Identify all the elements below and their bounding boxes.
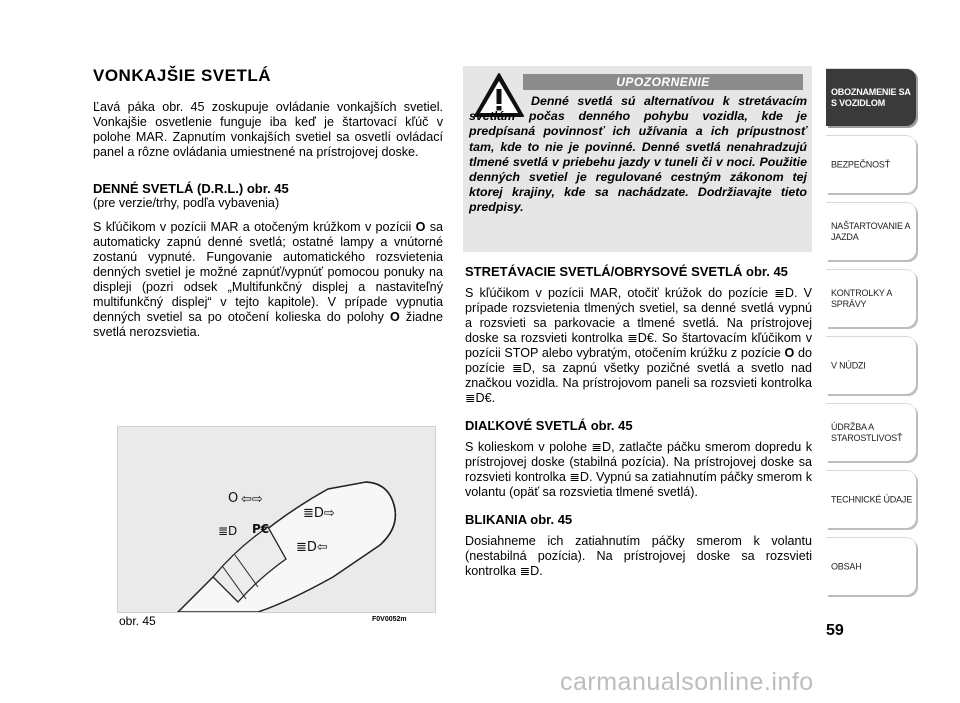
ring-off-symbol: O	[784, 346, 795, 360]
ring-off-symbol: O	[415, 220, 426, 234]
svg-text:≣D⇦: ≣D⇦	[296, 540, 328, 555]
drl-text-a: S kľúčikom v pozícii MAR a otočeným krúžkom v pozícii	[93, 220, 412, 234]
tab-label: V NÚDZI	[831, 360, 866, 370]
right-column	[465, 264, 812, 579]
ring-off-symbol: O	[390, 310, 400, 324]
watermark: carmanualsonline.info	[560, 668, 814, 696]
page-number: 59	[826, 622, 844, 639]
drl-paragraph	[93, 220, 443, 340]
tab-kontrolky[interactable]	[826, 269, 916, 327]
tab-label: KONTROLKY A SPRÁVY	[831, 287, 892, 309]
low-beam-paragraph	[465, 286, 812, 406]
tab-label: BEZPEČNOSŤ	[831, 159, 891, 169]
section-heading: VONKAJŠIE SVETLÁ	[93, 66, 272, 85]
flash-heading	[465, 512, 812, 527]
tab-label: OBSAH	[831, 561, 862, 571]
drl-text-c: žiadne svetlá nerozsvietia.	[93, 310, 444, 339]
warning-label: UPOZORNENIE	[523, 74, 803, 90]
drl-heading	[93, 181, 443, 196]
tab-bezpecnost[interactable]	[826, 135, 916, 193]
flash-paragraph: Dosiahneme ich zatiahnutím páčky smerom k volantu (nestabilná pozícia). Na prístrojovej doske sa rozsvieti kontrolka ≣D.	[465, 534, 812, 578]
flash-title: BLIKANIA	[465, 512, 527, 527]
low-beam-text-a: S kľúčikom v pozícii MAR, otočiť krúžok do pozície ≣D. V prípade rozsvietenia tlmených svetiel, sa denné svetlá vypnú a rozsvieti sa parkovacie a tlmené svetlá. Na prístrojovej doske sa rozsvieti kontrolka ≣D€. So štartovacím kľúčikom v pozícii STOP alebo vybratým, otočením krúžku z pozície	[465, 286, 812, 360]
tab-label: NAŠTARTOVANIE A JAZDA	[831, 220, 910, 242]
chapter-tabs	[826, 68, 916, 604]
svg-text:⇦⇨: ⇦⇨	[241, 492, 263, 507]
tab-v-nudzi[interactable]	[826, 336, 916, 394]
warning-text: Denné svetlá sú alternatívou k stretávacím svetlám počas denného pohybu vozidla, kde je predpísaná povinnosť ich užívania a ich prípustnosť tam, kde to nie je povinné. Denné svetlá nenahradzujú tlmené svetlá v priebehu jazdy v tuneli či v noci. Použitie denných svetiel je regulované cestným zákonom tej ktorej krajiny, kde sa nachádzate. Dodržiavajte tieto predpisy.	[469, 94, 807, 215]
flash-ref: obr. 45	[530, 512, 573, 527]
high-beam-paragraph: S kolieskom v polohe ≣D, zatlačte páčku smerom dopredu k prístrojovej doske (stabilná pozícia). Na prístrojovej doske sa rozsvieti kontrolka ≣D. Vypnú sa zatiahnutím páčky smerom k volantu (opäť sa rozsvietia tlmené svetlá).	[465, 440, 812, 499]
high-beam-heading	[465, 418, 812, 433]
low-beam-text-b: do pozície ≣D, sa zapnú všetky pozičné svetlá a svetlo nad značkou vozidla. Na prístrojovom paneli sa rozsvieti kontrolka ≣D€.	[465, 346, 812, 405]
tab-nastartovanie[interactable]	[826, 202, 916, 260]
low-beam-heading	[465, 264, 812, 279]
svg-text:O: O	[228, 491, 239, 506]
svg-text:≣D⇨: ≣D⇨	[303, 506, 335, 521]
drl-text-b: sa automaticky zapnú denné svetlá; ostatné lampy a vnútorné zostanú vypnuté. Fungovanie automatického rozsvietenia denných svetiel je možné zapnúť/vypnúť pomocou ponuky na displeji (pozri odsek „Multifunkčný displej a nastaviteľný multifunkčný displej“ v tejto kapitole). V prípade vypnutia denných svetiel sa po otočení kolieska do polohy	[93, 220, 444, 324]
left-column	[93, 66, 443, 340]
svg-text:P€: P€	[252, 522, 270, 536]
stalk-illustration	[118, 427, 435, 612]
drl-ref: obr. 45	[246, 181, 289, 196]
low-beam-title: STRETÁVACIE SVETLÁ/OBRYSOVÉ SVETLÁ	[465, 264, 743, 279]
drl-title: DENNÉ SVETLÁ (D.R.L.)	[93, 181, 244, 196]
drl-note: (pre verzie/trhy, podľa vybavenia)	[93, 196, 280, 210]
tab-label: OBOZNAMENIE SA S VOZIDLOM	[831, 86, 911, 108]
figure-code: F0V0052m	[372, 616, 407, 623]
tab-udrzba[interactable]	[826, 403, 916, 461]
high-beam-title: DIAĽKOVÉ SVETLÁ	[465, 418, 588, 433]
figure-lever	[117, 426, 436, 613]
high-beam-ref: obr. 45	[590, 418, 633, 433]
intro-paragraph: Ľavá páka obr. 45 zoskupuje ovládanie vonkajších svetiel. Vonkajšie osvetlenie funguje iba keď je štartovací kľúč v polohe MAR. Zapnutím vonkajších svetiel sa osvetlí ovládací panel a rôzne ovládania umiestnené na prístrojovej doske.	[93, 100, 443, 159]
tab-obsah[interactable]	[826, 537, 916, 595]
tab-label: TECHNICKÉ ÚDAJE	[831, 494, 913, 504]
warning-box	[463, 66, 812, 252]
tab-oboznamenie[interactable]	[826, 68, 916, 126]
svg-text:≣D: ≣D	[218, 524, 238, 538]
tab-technicke[interactable]	[826, 470, 916, 528]
figure-caption: obr. 45	[119, 614, 156, 628]
low-beam-ref: obr. 45	[746, 264, 788, 279]
tab-label: ÚDRŽBA A STAROSTLIVOSŤ	[831, 421, 903, 443]
